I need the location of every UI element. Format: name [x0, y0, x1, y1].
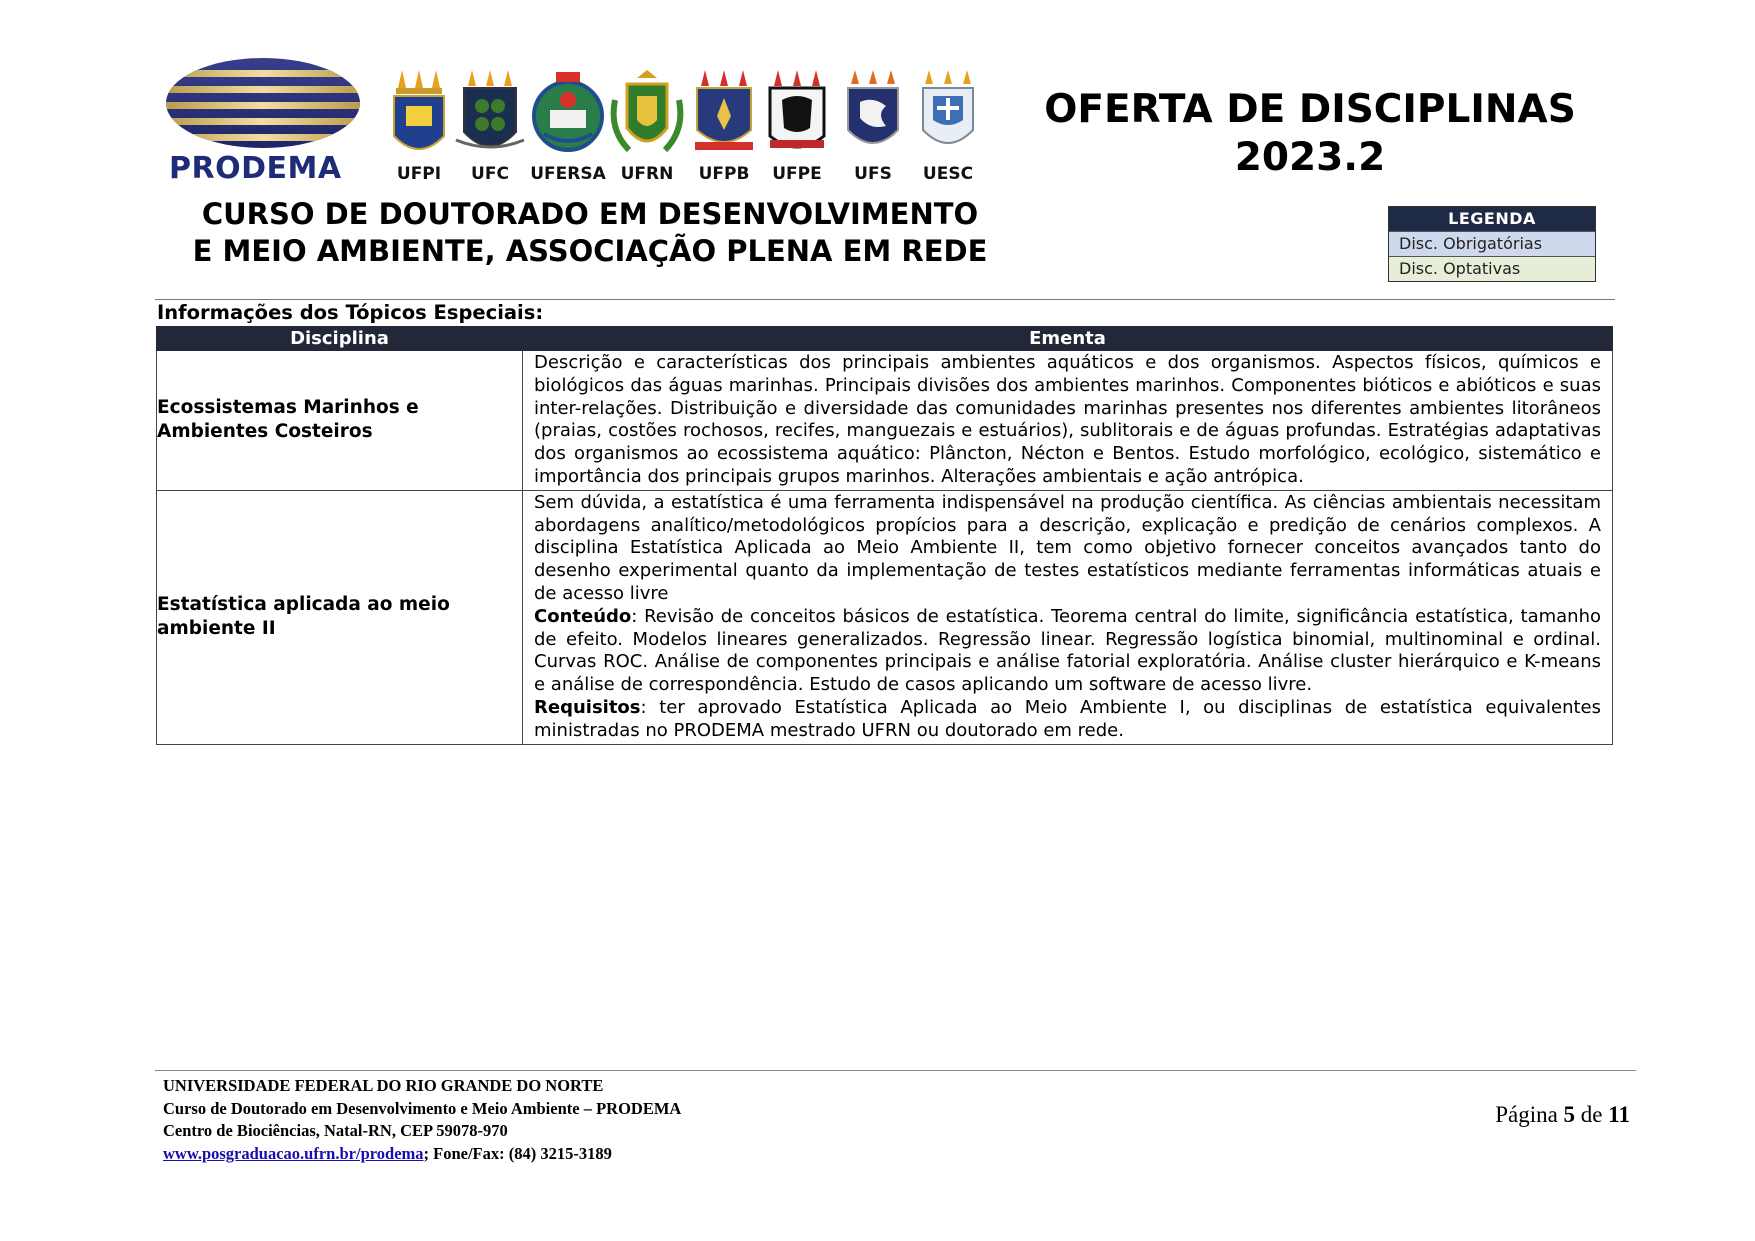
- discipline-name-line1: Ecossistemas Marinhos e: [157, 397, 419, 419]
- footer-phone: ; Fone/Fax: (84) 3215-3189: [423, 1143, 612, 1163]
- course-title: [150, 196, 1030, 270]
- ementa-text: Descrição e características dos principais ambientes aquáticos e dos organismos. Aspectos físicos, químicos e biológicos das águas marinhas. Principais divisões dos ambientes marinhos. Componentes bióticos e abióticos e suas inter-relações. Distribuição e diversidade das comunidades marinhas presentes nos diferentes ambientes litorâneos (praias, costões rochosos, recifes, manguezais e estuários), sublitorais e de águas profundas. Estratégias adaptativas dos organismos ao ecossistema aquático: Plâncton, Nécton e Bentos. Estudo morfológico, ecológico, sistemático e importância dos principais grupos marinhos. Alterações ambientais e ação antrópica.: [534, 352, 1601, 487]
- legend-title: LEGENDA: [1389, 207, 1595, 231]
- page-title: [1000, 86, 1620, 182]
- discipline-name-line2: ambiente II: [157, 618, 276, 640]
- course-title-line2: E MEIO AMBIENTE, ASSOCIAÇÃO PLENA EM REDE: [192, 234, 988, 268]
- ufpi-label: UFPI: [396, 164, 442, 184]
- header-divider: [155, 299, 1615, 300]
- footer-divider: [155, 1070, 1636, 1071]
- footer: [163, 1075, 681, 1165]
- ufc-seal-icon: [454, 70, 526, 162]
- discipline-name: [157, 351, 523, 491]
- ufs-label: UFS: [854, 164, 892, 184]
- page-title-line1: OFERTA DE DISCIPLINAS: [1044, 87, 1576, 132]
- legend-box: [1388, 206, 1596, 282]
- table-header-row: [157, 327, 1613, 351]
- header-ementa: Ementa: [523, 327, 1613, 351]
- ufpe-logo: [759, 70, 835, 188]
- page-of: de: [1580, 1102, 1603, 1127]
- ufersa-seal-icon: [530, 70, 606, 162]
- conteudo-label: Conteúdo: [534, 605, 632, 627]
- uesc-label: UESC: [922, 164, 974, 184]
- discipline-name-line1: Estatística aplicada ao meio: [157, 594, 450, 616]
- ufrn-seal-icon: [609, 70, 685, 162]
- page-word: Página: [1495, 1102, 1558, 1127]
- ufc-label: UFC: [471, 164, 509, 184]
- uesc-seal-icon: [915, 70, 981, 162]
- footer-university: UNIVERSIDADE FEDERAL DO RIO GRANDE DO NORTE: [163, 1076, 604, 1095]
- footer-course: Curso de Doutorado em Desenvolvimento e Meio Ambiente – PRODEMA: [163, 1098, 682, 1118]
- page-number: [1470, 1102, 1630, 1128]
- section-title: Informações dos Tópicos Especiais:: [157, 301, 544, 324]
- ufrn-label: UFRN: [620, 164, 674, 184]
- ementa-cell: [523, 490, 1613, 744]
- ufpi-seal-icon: [386, 70, 452, 162]
- prodema-label: PRODEMA: [169, 151, 342, 186]
- ufc-logo: [452, 70, 528, 188]
- conteudo-paragraph: [534, 606, 1601, 697]
- table-row: [157, 351, 1613, 491]
- ufersa-label: UFERSA: [530, 164, 606, 184]
- legend-optativas: Disc. Optativas: [1389, 256, 1595, 281]
- ufrn-logo: [609, 70, 685, 188]
- discipline-name-line2: Ambientes Costeiros: [157, 421, 373, 443]
- footer-website-link[interactable]: www.posgraduacao.ufrn.br/prodema: [163, 1143, 424, 1163]
- ufpb-seal-icon: [691, 70, 757, 162]
- ementa-text: Sem dúvida, a estatística é uma ferramenta indispensável na produção científica. As ciências ambientais necessitam abordagens analítico/metodológicos propícios para a descrição, explicação e predição de cenários complexos. A disciplina Estatística Aplicada ao Meio Ambiente II, tem como objetivo fornecer conceitos avançados tanto do desenho experimental quanto da implementação de testes estatísticos mediante ferramentas informáticas atuais e de acesso livre: [534, 491, 1601, 604]
- ufersa-logo: [530, 70, 606, 188]
- prodema-logo: [163, 56, 368, 186]
- footer-address: Centro de Biociências, Natal-RN, CEP 59078-970: [163, 1121, 508, 1140]
- legend-obrigatorias: Disc. Obrigatórias: [1389, 231, 1595, 256]
- requisitos-paragraph: [534, 697, 1601, 743]
- prodema-emblem: [163, 56, 363, 151]
- table-row: [157, 490, 1613, 744]
- footer-contact: [163, 1143, 681, 1166]
- ementa-cell: [523, 351, 1613, 491]
- ufpe-label: UFPE: [772, 164, 822, 184]
- requisitos-label: Requisitos: [534, 696, 641, 718]
- ufpb-label: UFPB: [698, 164, 750, 184]
- topics-table: [156, 326, 1613, 745]
- ufpe-seal-icon: [764, 70, 830, 162]
- page-current: 5: [1563, 1102, 1576, 1127]
- page-total: 11: [1608, 1102, 1630, 1127]
- course-title-line1: CURSO DE DOUTORADO EM DESENVOLVIMENTO: [201, 197, 979, 231]
- requisitos-text: : ter aprovado Estatística Aplicada ao Meio Ambiente I, ou disciplinas de estatística equivalentes ministradas no PRODEMA mestrado UFRN ou doutorado em rede.: [534, 696, 1601, 741]
- conteudo-text: : Revisão de conceitos básicos de estatística. Teorema central do limite, significância estatística, tamanho de efeito. Modelos lineares generalizados. Regressão linear. Regressão logística binomial, multinominal e ordinal. Curvas ROC. Análise de componentes principais e análise fatorial exploratória. Análise cluster hierárquico e K-means e análise de correspondência. Estudo de casos aplicando um software de acesso livre.: [534, 605, 1601, 696]
- page-title-line2: 2023.2: [1234, 135, 1386, 180]
- header-disciplina: Disciplina: [157, 327, 523, 351]
- ufs-seal-icon: [842, 70, 904, 162]
- discipline-name: [157, 490, 523, 744]
- uesc-logo: [910, 70, 986, 188]
